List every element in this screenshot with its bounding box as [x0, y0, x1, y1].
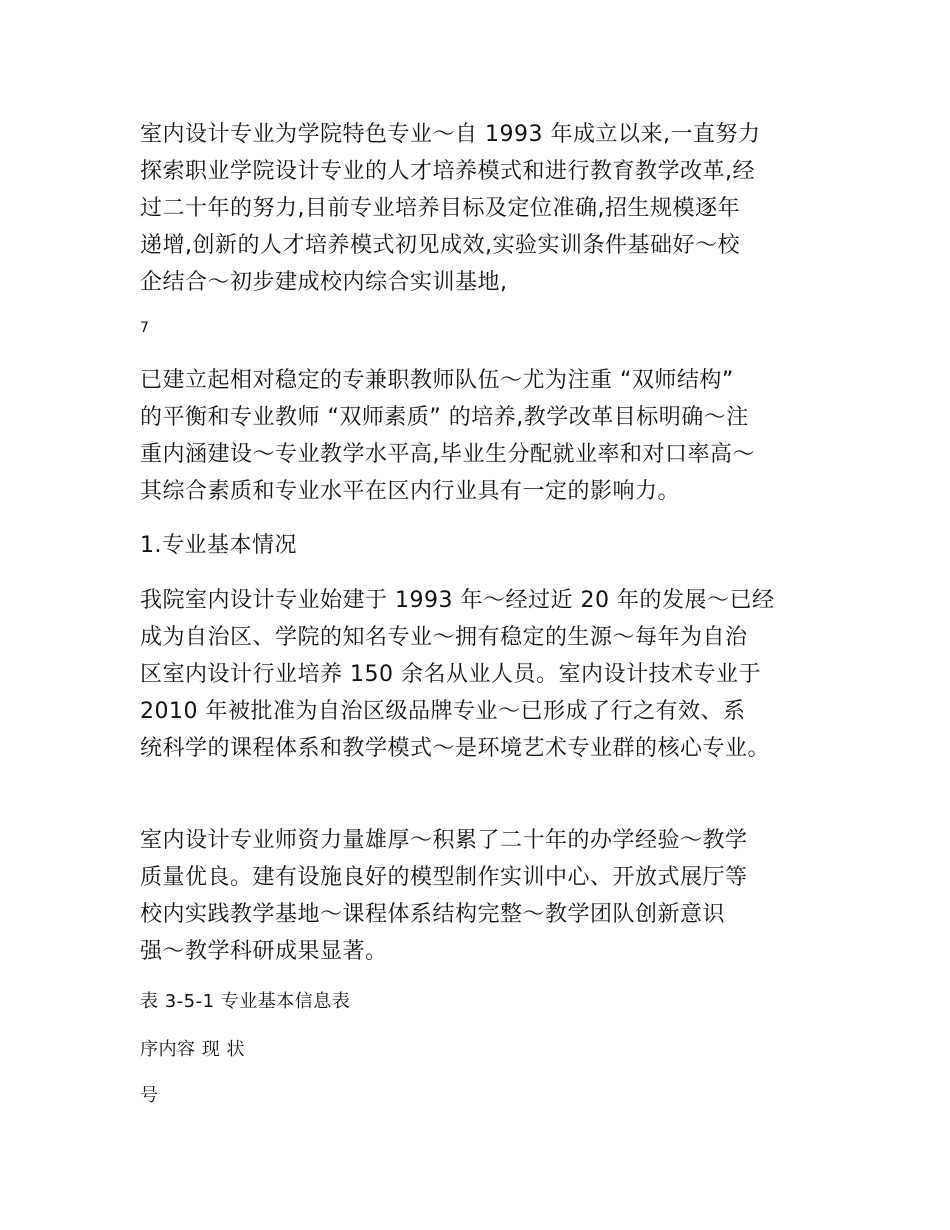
paragraph-3-line-1: 我院室内设计专业始建于 1993 年～经过近 20 年的发展～已经 [140, 588, 775, 613]
paragraph-1-line-2: 探索职业学院设计专业的人才培养模式和进行教育教学改革,经 [140, 159, 755, 184]
paragraph-2-line-3: 重内涵建设～专业教学水平高,毕业生分配就业率和对口率高～ [140, 442, 755, 467]
paragraph-2-line-1: 已建立起相对稳定的专兼职教师队伍～尤为注重 “双师结构” [140, 368, 734, 393]
paragraph-3-line-3: 区室内设计行业培养 150 余名从业人员。室内设计技术专业于 [140, 662, 761, 687]
paragraph-1-line-3: 过二十年的努力,目前专业培养目标及定位准确,招生规模逐年 [140, 196, 740, 221]
paragraph-4-line-3: 校内实践教学基地～课程体系结构完整～教学团队创新意识 [140, 902, 726, 927]
paragraph-4-line-4: 强～教学科研成果显著。 [140, 939, 388, 964]
table-header-wrap: 号 [140, 1085, 159, 1106]
paragraph-1-line-4: 递增,创新的人才培养模式初见成效,实验实训条件基础好～校 [140, 233, 740, 258]
paragraph-4-line-1: 室内设计专业师资力量雄厚～积累了二十年的办学经验～教学 [140, 828, 748, 853]
paragraph-2-line-4: 其综合素质和专业水平在区内行业具有一定的影响力。 [140, 479, 681, 504]
paragraph-1-line-5: 企结合～初步建成校内综合实训基地, [140, 270, 508, 295]
paragraph-3-line-2: 成为自治区、学院的知名专业～拥有稳定的生源～每年为自治 [140, 625, 748, 650]
paragraph-4-line-2: 质量优良。建有设施良好的模型制作实训中心、开放式展厅等 [140, 865, 748, 890]
paragraph-3-line-4: 2010 年被批准为自治区级品牌专业～已形成了行之有效、系 [140, 699, 746, 724]
table-caption: 表 3-5-1 专业基本信息表 [140, 991, 351, 1012]
section-heading: 1.专业基本情况 [140, 533, 297, 558]
paragraph-3-line-5: 统科学的课程体系和教学模式～是环境艺术专业群的核心专业。 [140, 736, 771, 761]
paragraph-2-line-2: 的平衡和专业教师 “双师素质” 的培养,教学改革目标明确～注 [140, 405, 749, 430]
page-number: 7 [140, 320, 150, 336]
paragraph-1-line-1: 室内设计专业为学院特色专业～自 1993 年成立以来,一直努力 [140, 122, 761, 147]
table-header: 序内容 现 状 [140, 1039, 245, 1060]
